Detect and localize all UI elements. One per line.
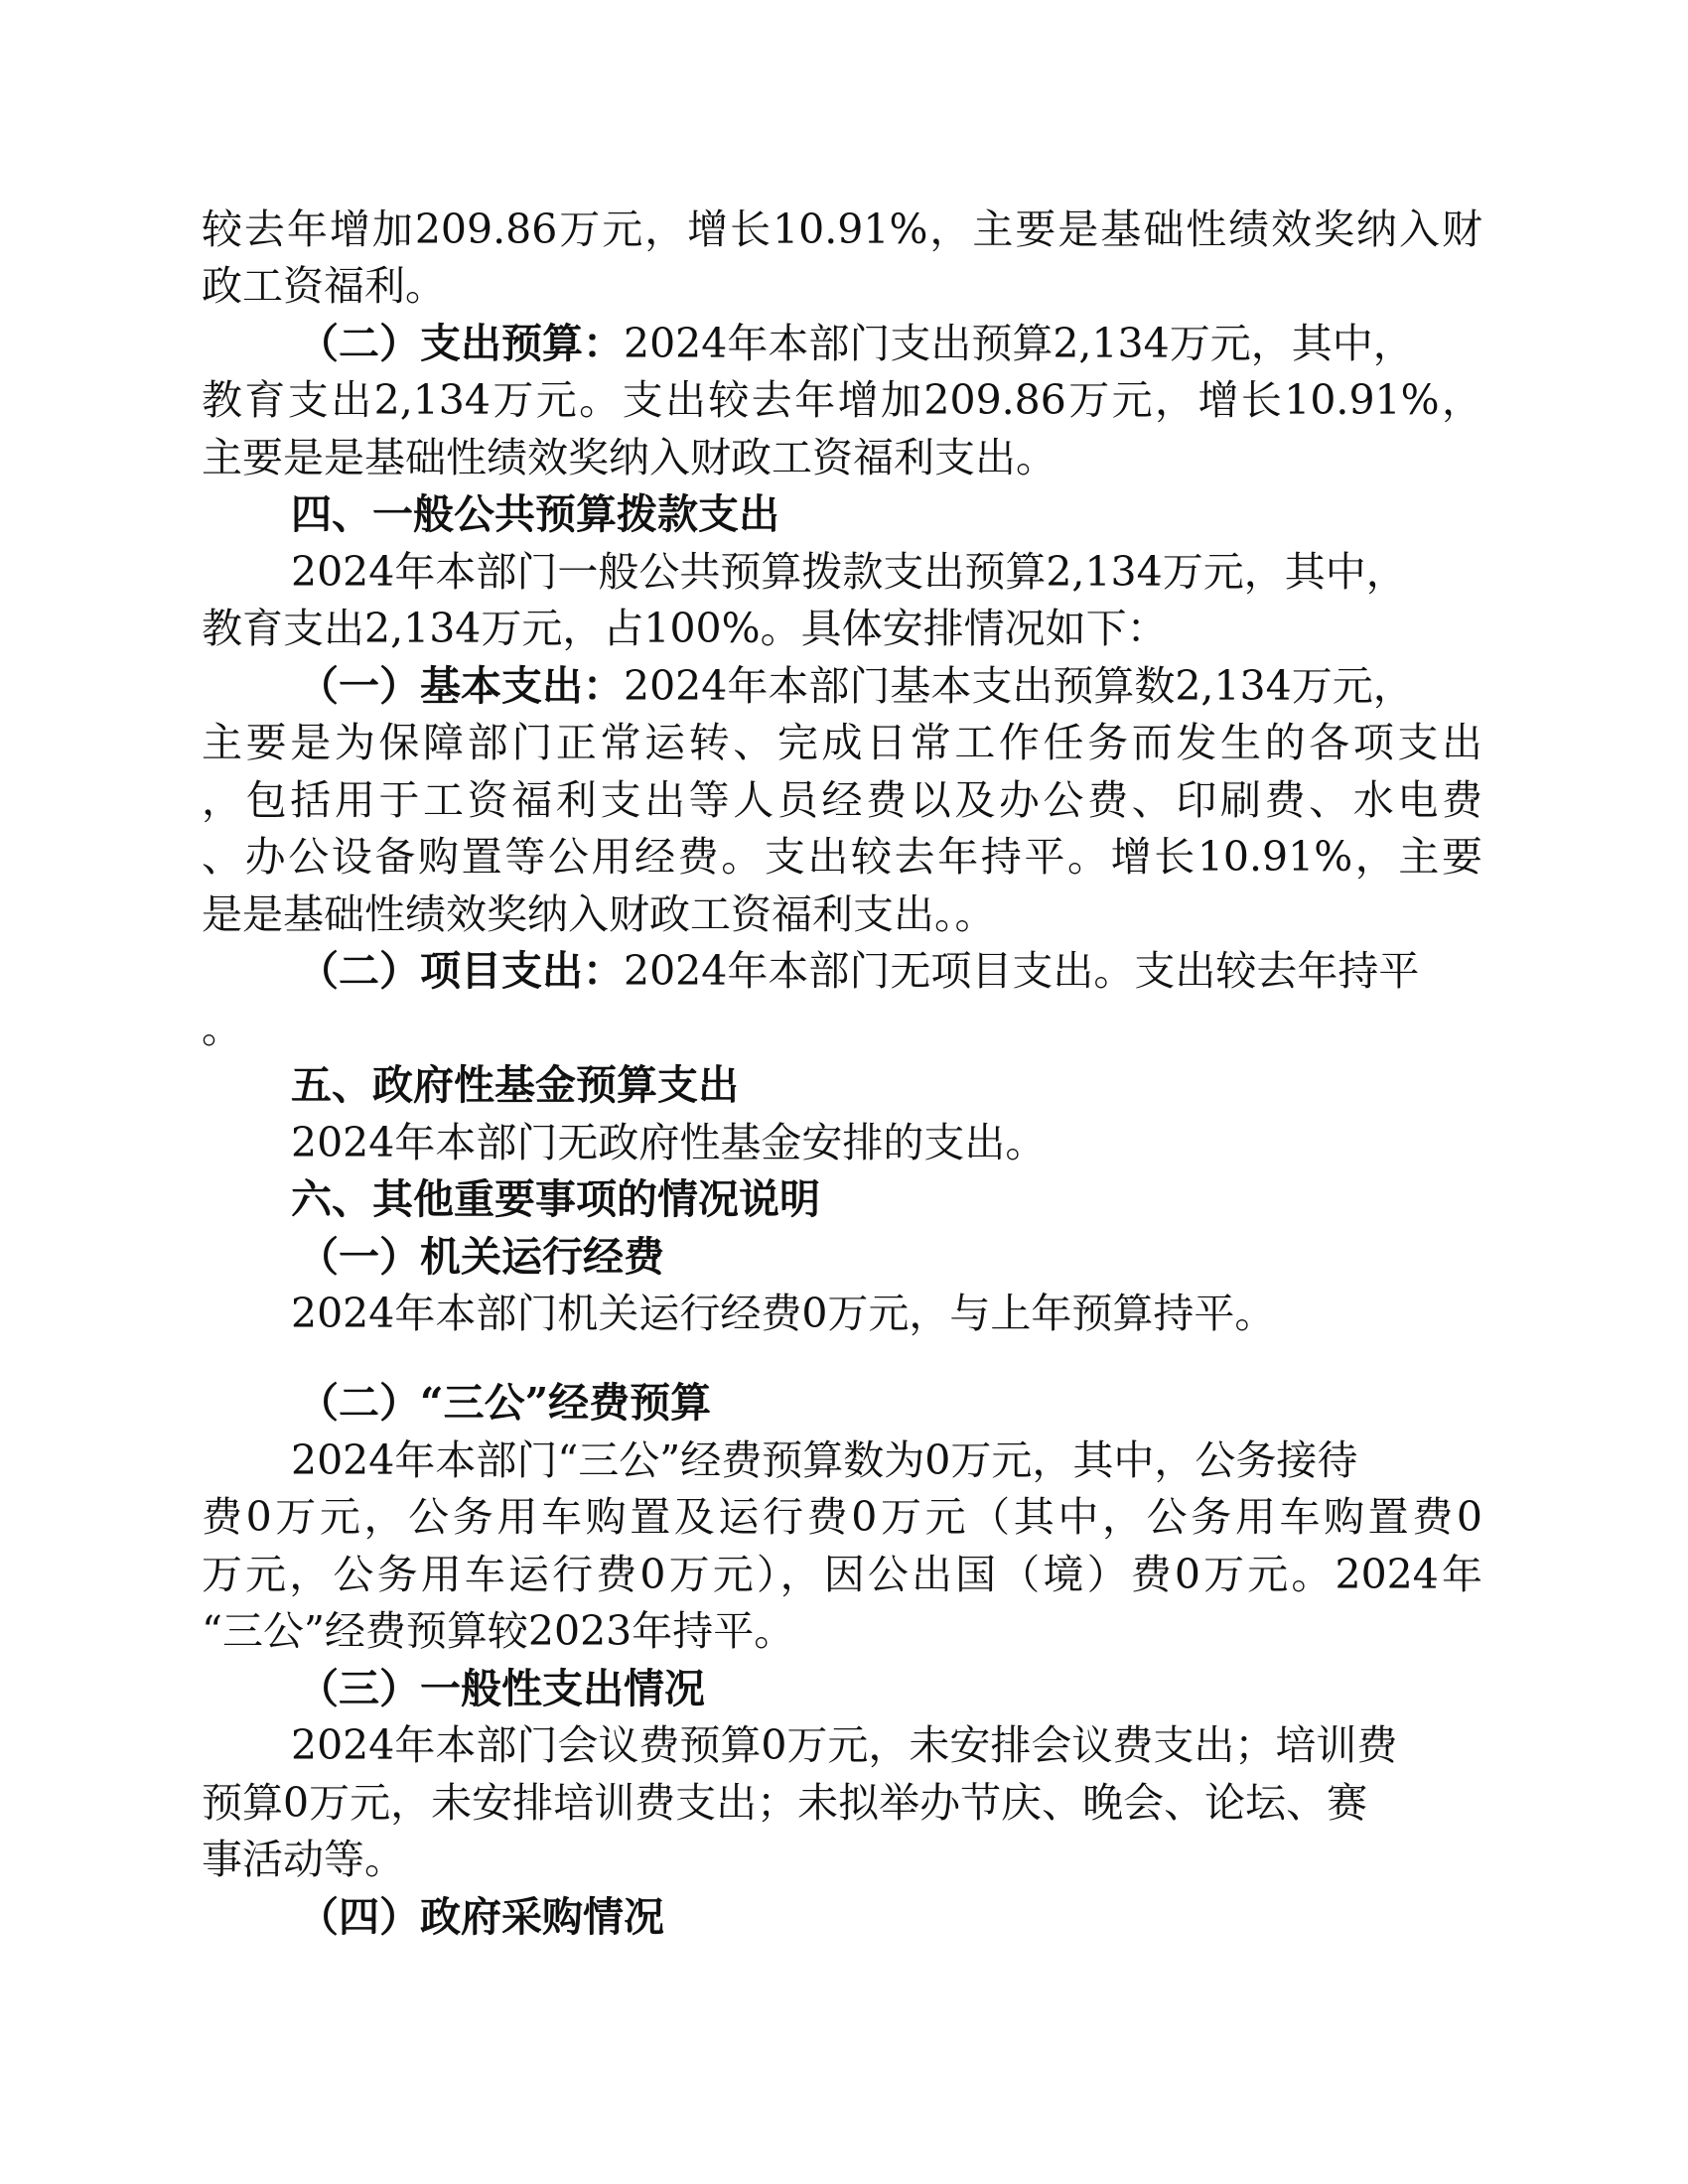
- section-heading-4: 四、一般公共预算拨款支出: [291, 490, 779, 538]
- body-line-23: 费0万元，公务用车购置及运行费0万元（其中，公务用车购置费0: [202, 1493, 1482, 1541]
- subsection-heading: （二）支出预算：: [298, 320, 624, 367]
- body-line-8: 教育支出2,134万元，占100%。具体安排情况如下：: [202, 605, 1168, 652]
- subsection-heading-3: （三）一般性支出情况: [298, 1665, 705, 1712]
- subsection-heading-2: （二）“三公”经费预算: [298, 1379, 712, 1427]
- body-line-12: 、办公设备购置等公用经费。支出较去年持平。增长10.91%，主要: [202, 833, 1482, 881]
- section-heading-6: 六、其他重要事项的情况说明: [291, 1175, 820, 1223]
- subsection-heading-4: （四）政府采购情况: [298, 1893, 664, 1941]
- body-line-15: 。: [202, 1005, 242, 1052]
- body-line-27: 2024年本部门会议费预算0万元，未安排会议费支出；培训费: [291, 1721, 1398, 1769]
- body-line-28: 预算0万元，未安排培训费支出；未拟举办节庆、晚会、论坛、赛: [202, 1779, 1368, 1827]
- subsection-expenditure-budget: （二）支出预算：2024年本部门支出预算2,134万元，其中，: [298, 320, 1414, 367]
- subsection-project-expenditure: （二）项目支出：2024年本部门无项目支出。支出较去年持平: [298, 947, 1420, 995]
- body-line-22: 2024年本部门“三公”经费预算数为0万元，其中，公务接待: [291, 1436, 1358, 1484]
- body-line-13: 是是基础性绩效奖纳入财政工资福利支出。。: [202, 890, 996, 938]
- body-line-5: 主要是是基础性绩效奖纳入财政工资福利支出。: [202, 434, 1056, 481]
- body-line-7: 2024年本部门一般公共预算拨款支出预算2,134万元，其中，: [291, 548, 1407, 596]
- body-line-10: 主要是为保障部门正常运转、完成日常工作任务而发生的各项支出: [202, 719, 1482, 766]
- body-line-17: 2024年本部门无政府性基金安排的支出。: [291, 1119, 1047, 1166]
- subsection-heading: （一）基本支出：: [298, 662, 624, 710]
- body-line-2: 政工资福利。: [202, 262, 446, 310]
- body-line-20: 2024年本部门机关运行经费0万元，与上年预算持平。: [291, 1290, 1276, 1337]
- subsection-heading: （二）项目支出：: [298, 947, 624, 995]
- body-line-1: 较去年增加209.86万元，增长10.91%，主要是基础性绩效奖纳入财: [202, 205, 1482, 253]
- subsection-heading-1: （一）机关运行经费: [298, 1233, 664, 1281]
- body-line-29: 事活动等。: [202, 1836, 405, 1883]
- subsection-basic-expenditure: （一）基本支出：2024年本部门基本支出预算数2,134万元，: [298, 662, 1414, 710]
- body-line-24: 万元，公务用车运行费0万元），因公出国（境）费0万元。2024年: [202, 1551, 1482, 1598]
- body-line-11: ，包括用于工资福利支出等人员经费以及办公费、印刷费、水电费: [202, 776, 1482, 824]
- body-line-4: 教育支出2,134万元。支出较去年增加209.86万元，增长10.91%，: [202, 376, 1482, 424]
- section-heading-5: 五、政府性基金预算支出: [291, 1061, 739, 1109]
- body-line-25: “三公”经费预算较2023年持平。: [202, 1607, 795, 1655]
